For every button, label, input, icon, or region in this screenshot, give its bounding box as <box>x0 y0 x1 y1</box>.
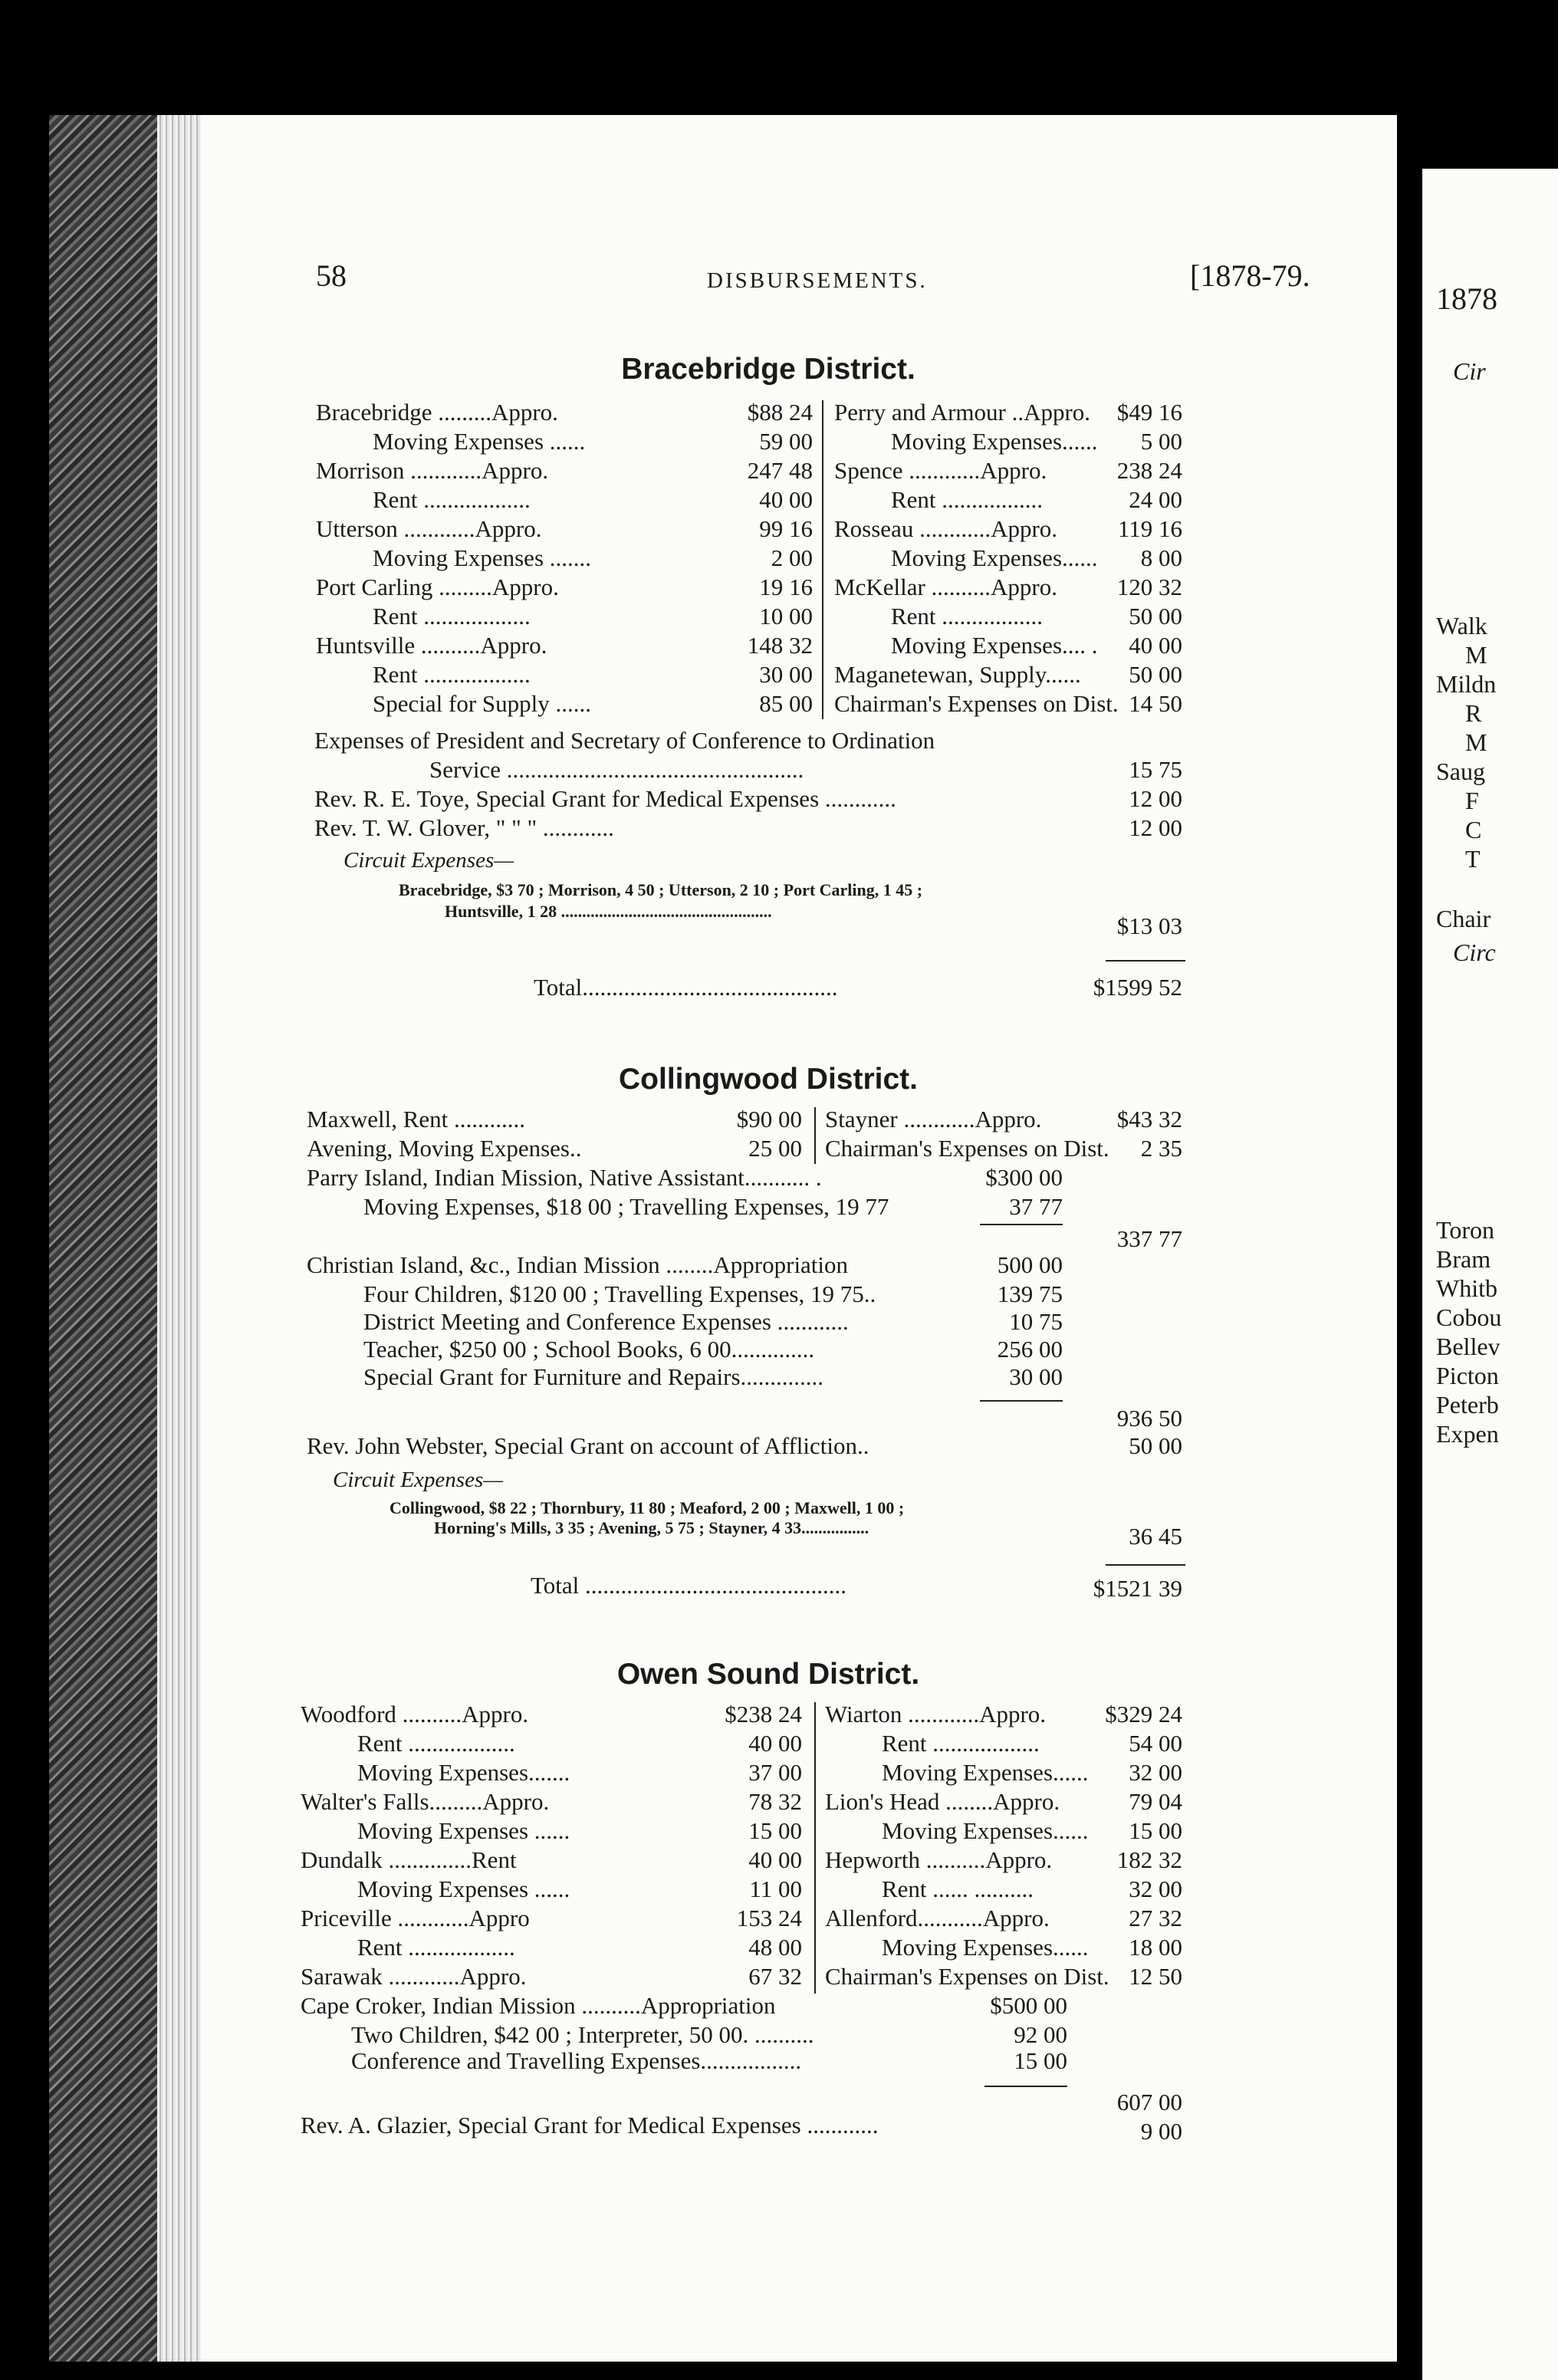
entry-label: Rent .................. <box>357 1934 515 1961</box>
parry-island-line: Moving Expenses, $18 00 ; Travelling Expenses, 19 77 <box>363 1193 889 1220</box>
entry-amount: 15 00 <box>1129 1817 1182 1844</box>
circuit-expenses-line: Bracebridge, $3 70 ; Morrison, 4 50 ; Utterson, 2 10 ; Port Carling, 1 45 ; <box>399 880 923 899</box>
entry-label: Allenford...........Appro. <box>825 1905 1050 1931</box>
sum-rule <box>980 1224 1063 1225</box>
entry-amount: 27 32 <box>1129 1905 1182 1931</box>
special-grant-line: Rev. A. Glazier, Special Grant for Medical Expenses ............ <box>301 2112 879 2138</box>
entry-amount: 25 00 <box>748 1135 802 1162</box>
entry-amount: 153 24 <box>736 1905 802 1931</box>
entry-amount: 50 00 <box>1129 603 1182 630</box>
entry-amount: 14 50 <box>1129 690 1182 717</box>
entry-label: Port Carling .........Appro. <box>316 574 559 600</box>
circuit-expenses-line: Horning's Mills, 3 35 ; Avening, 5 75 ; Stayner, 4 33................ <box>434 1518 869 1537</box>
christian-island-line: Christian Island, &c., Indian Mission ........Appropriation <box>307 1251 849 1278</box>
entry-label: Walter's Falls.........Appro. <box>301 1788 550 1815</box>
entry-amount: 85 00 <box>759 690 813 717</box>
entry-label: Moving Expenses ....... <box>373 544 592 571</box>
entry-amount: $500 00 <box>990 1992 1067 2019</box>
entry-label: Chairman's Expenses on Dist. <box>834 690 1119 717</box>
cape-croker-line: Conference and Travelling Expenses................. <box>351 2047 802 2074</box>
entry-amount: 37 00 <box>748 1759 802 1786</box>
entry-label: Rent .................. <box>373 661 531 688</box>
entry-amount: 40 00 <box>1129 632 1182 659</box>
entry-label: Moving Expenses ...... <box>373 428 586 455</box>
entry-amount: 148 32 <box>747 632 813 659</box>
entry-label: Woodford ..........Appro. <box>301 1701 529 1727</box>
entry-label: Moving Expenses...... <box>882 1817 1089 1844</box>
christian-island-line: Teacher, $250 00 ; School Books, 6 00.............. <box>363 1336 815 1363</box>
entry-amount: $238 24 <box>725 1701 802 1727</box>
column-divider <box>822 400 823 719</box>
entry-amount: $13 03 <box>1116 912 1182 939</box>
entry-label: Rent ...... .......... <box>882 1875 1034 1902</box>
entry-label: Utterson ............Appro. <box>316 515 542 542</box>
entry-label: Huntsville ..........Appro. <box>316 632 547 659</box>
entry-amount: 40 00 <box>759 486 813 513</box>
entry-amount: 12 00 <box>1129 785 1182 812</box>
right-page-line: Bellev <box>1436 1333 1500 1360</box>
circuit-expenses-label: Circuit Expenses— <box>333 1468 504 1492</box>
right-page-line: Walk <box>1436 612 1487 639</box>
circuit-expenses-line: Collingwood, $8 22 ; Thornbury, 11 80 ; Meaford, 2 00 ; Maxwell, 1 00 ; <box>390 1498 905 1517</box>
entry-amount: $43 32 <box>1116 1106 1182 1132</box>
christian-island-line: Special Grant for Furniture and Repairs.............. <box>363 1363 824 1390</box>
entry-amount: 139 75 <box>997 1280 1063 1307</box>
column-divider <box>814 1702 816 1994</box>
entry-label: Lion's Head ........Appro. <box>825 1788 1060 1815</box>
entry-label: Sarawak ............Appro. <box>301 1963 527 1990</box>
entry-label: Moving Expenses...... <box>891 428 1098 455</box>
entry-amount: 40 00 <box>748 1846 802 1873</box>
entry-amount: 15 75 <box>1129 756 1182 783</box>
entry-label: Perry and Armour ..Appro. <box>834 399 1091 426</box>
entry-label: Rent .................. <box>882 1730 1040 1757</box>
cape-croker-line: Cape Croker, Indian Mission ..........Appropriation <box>301 1992 776 2019</box>
entry-label: Chairman's Expenses on Dist. <box>825 1135 1109 1162</box>
sum-rule <box>1106 960 1185 962</box>
christian-island-line: Four Children, $120 00 ; Travelling Expenses, 19 75.. <box>363 1280 876 1307</box>
marbled-page-edges <box>49 115 164 2362</box>
entry-amount: 10 00 <box>759 603 813 630</box>
sum-rule <box>980 1400 1063 1402</box>
entry-label: Rent .................. <box>373 603 531 630</box>
entry-label: Maganetewan, Supply...... <box>834 661 1081 688</box>
entry-amount: 67 32 <box>748 1963 802 1990</box>
entry-label: Special for Supply ...... <box>373 690 591 717</box>
special-grant-line: Rev. T. W. Glover, " " " ............ <box>314 814 614 841</box>
entry-amount: $329 24 <box>1105 1701 1182 1727</box>
entry-amount: 500 00 <box>997 1251 1063 1278</box>
ordination-expenses-line: Expenses of President and Secretary of Conference to Ordination <box>314 727 935 754</box>
entry-label: Spence ............Appro. <box>834 457 1047 484</box>
entry-amount: 119 16 <box>1117 515 1182 542</box>
circuit-expenses-line: Huntsville, 1 28 .................................................. <box>445 902 772 921</box>
cape-croker-line: Two Children, $42 00 ; Interpreter, 50 00. .......... <box>351 2021 814 2048</box>
right-page-line: F <box>1465 787 1479 814</box>
entry-amount: 24 00 <box>1129 486 1182 513</box>
right-page-line: Saug <box>1436 758 1485 785</box>
entry-amount: 120 32 <box>1116 574 1182 600</box>
right-page-line: Chair <box>1436 905 1491 932</box>
entry-amount: 247 48 <box>747 457 813 484</box>
entry-label: Hepworth ..........Appro. <box>825 1846 1053 1873</box>
entry-amount: 182 32 <box>1116 1846 1182 1873</box>
entry-amount: 59 00 <box>759 428 813 455</box>
entry-label: Morrison ............Appro. <box>316 457 549 484</box>
right-page-line: Mildn <box>1436 670 1497 698</box>
entry-amount: 11 00 <box>749 1875 802 1902</box>
total-label: Total........................................... <box>534 974 838 1001</box>
right-page-line: M <box>1465 641 1487 669</box>
entry-amount: 12 50 <box>1129 1963 1182 1990</box>
right-page-line: Cobou <box>1436 1303 1502 1331</box>
right-page-line: Expen <box>1436 1420 1499 1448</box>
total-amount: $1521 39 <box>1093 1575 1182 1602</box>
entry-amount: 99 16 <box>759 515 813 542</box>
entry-label: Moving Expenses...... <box>882 1934 1089 1961</box>
entry-amount: 78 32 <box>748 1788 802 1815</box>
entry-amount: 18 00 <box>1129 1934 1182 1961</box>
entry-label: Rent ................. <box>891 603 1044 630</box>
entry-amount: $49 16 <box>1116 399 1182 426</box>
right-page-fragment <box>1422 169 1558 2380</box>
running-title: DISBURSEMENTS. <box>707 268 928 293</box>
entry-amount: 79 04 <box>1129 1788 1182 1815</box>
entry-amount: 54 00 <box>1129 1730 1182 1757</box>
right-page-line: Toron <box>1436 1216 1494 1244</box>
total-label: Total ............................................ <box>531 1572 847 1599</box>
entry-amount: 12 00 <box>1129 814 1182 841</box>
sum-rule <box>984 2086 1067 2087</box>
page-number: 58 <box>316 258 347 293</box>
entry-label: Wiarton ............Appro. <box>825 1701 1047 1727</box>
entry-amount: 2 35 <box>1140 1135 1182 1162</box>
right-page-line: Picton <box>1436 1362 1499 1389</box>
entry-amount: 36 45 <box>1129 1523 1182 1550</box>
entry-label: Moving Expenses.... . <box>891 632 1098 659</box>
entry-label: Rent .................. <box>373 486 531 513</box>
entry-amount: 32 00 <box>1129 1875 1182 1902</box>
entry-amount: 10 75 <box>1009 1308 1063 1335</box>
entry-amount: 37 77 <box>1009 1193 1063 1220</box>
entry-label: Rosseau ............Appro. <box>834 515 1058 542</box>
right-page-line: R <box>1465 699 1482 727</box>
entry-amount: 50 00 <box>1129 661 1182 688</box>
entry-amount: 15 00 <box>748 1817 802 1844</box>
right-page-line: C <box>1465 816 1482 843</box>
right-page-year: 1878 <box>1436 281 1497 316</box>
entry-amount: 19 16 <box>759 574 813 600</box>
entry-label: Maxwell, Rent ............ <box>307 1106 525 1132</box>
right-page-line: T <box>1465 845 1481 873</box>
entry-amount: 30 00 <box>759 661 813 688</box>
right-page-line: Bram <box>1436 1245 1491 1273</box>
entry-label: Rent .................. <box>357 1730 515 1757</box>
entry-amount: 48 00 <box>748 1934 802 1961</box>
entry-amount: 2 00 <box>771 544 813 571</box>
entry-amount: 337 77 <box>1116 1225 1182 1252</box>
entry-amount: $88 24 <box>747 399 813 426</box>
entry-amount: 92 00 <box>1014 2021 1067 2048</box>
entry-amount: $300 00 <box>985 1164 1063 1191</box>
entry-label: Moving Expenses....... <box>357 1759 570 1786</box>
entry-label: Moving Expenses...... <box>882 1759 1089 1786</box>
special-grant-line: Rev. John Webster, Special Grant on account of Affliction.. <box>307 1432 869 1459</box>
total-amount: $1599 52 <box>1093 974 1182 1001</box>
entry-amount: 15 00 <box>1014 2047 1067 2074</box>
entry-amount: 607 00 <box>1116 2089 1182 2115</box>
entry-label: Rent ................. <box>891 486 1044 513</box>
entry-amount: 30 00 <box>1009 1363 1063 1390</box>
right-page-line: Cir <box>1453 357 1486 385</box>
entry-label: Bracebridge .........Appro. <box>316 399 558 426</box>
entry-label: Dundalk ..............Rent <box>301 1846 517 1873</box>
entry-label: McKellar ..........Appro. <box>834 574 1057 600</box>
entry-label: Stayner ............Appro. <box>825 1106 1042 1132</box>
entry-label: Avening, Moving Expenses.. <box>307 1135 582 1162</box>
circuit-expenses-label: Circuit Expenses— <box>343 848 514 873</box>
left-page <box>201 115 1397 2362</box>
christian-island-line: District Meeting and Conference Expenses ............ <box>363 1308 849 1335</box>
entry-amount: 9 00 <box>1140 2118 1182 2145</box>
entry-amount: 238 24 <box>1116 457 1182 484</box>
sum-rule <box>1106 1564 1185 1566</box>
entry-label: Moving Expenses ...... <box>357 1875 570 1902</box>
right-page-line: Whitb <box>1436 1274 1497 1302</box>
section-title-owen-sound: Owen Sound District. <box>616 1658 920 1691</box>
entry-label: Priceville ............Appro <box>301 1905 530 1931</box>
entry-amount: 5 00 <box>1140 428 1182 455</box>
right-page-line: M <box>1465 728 1487 756</box>
right-page-line: Peterb <box>1436 1391 1499 1418</box>
parry-island-line: Parry Island, Indian Mission, Native Assistant........... . <box>307 1164 822 1191</box>
entry-amount: $90 00 <box>736 1106 802 1132</box>
entry-amount: 50 00 <box>1129 1432 1182 1459</box>
entry-label: Moving Expenses ...... <box>357 1817 570 1844</box>
year-range: [1878-79. <box>1190 258 1310 293</box>
special-grant-line: Rev. R. E. Toye, Special Grant for Medical Expenses ............ <box>314 785 896 812</box>
entry-amount: 40 00 <box>748 1730 802 1757</box>
entry-label: Chairman's Expenses on Dist. <box>825 1963 1109 1990</box>
ordination-expenses-line: Service .................................................. <box>429 756 804 783</box>
entry-label: Moving Expenses...... <box>891 544 1098 571</box>
entry-amount: 32 00 <box>1129 1759 1182 1786</box>
entry-amount: 936 50 <box>1116 1405 1182 1432</box>
right-page-line: Circ <box>1453 939 1496 966</box>
column-divider <box>814 1107 816 1164</box>
section-title-collingwood: Collingwood District. <box>619 1063 918 1096</box>
entry-amount: 256 00 <box>997 1336 1063 1363</box>
section-title-bracebridge: Bracebridge District. <box>621 353 915 386</box>
stacked-page-edges <box>157 115 205 2362</box>
entry-amount: 8 00 <box>1140 544 1182 571</box>
